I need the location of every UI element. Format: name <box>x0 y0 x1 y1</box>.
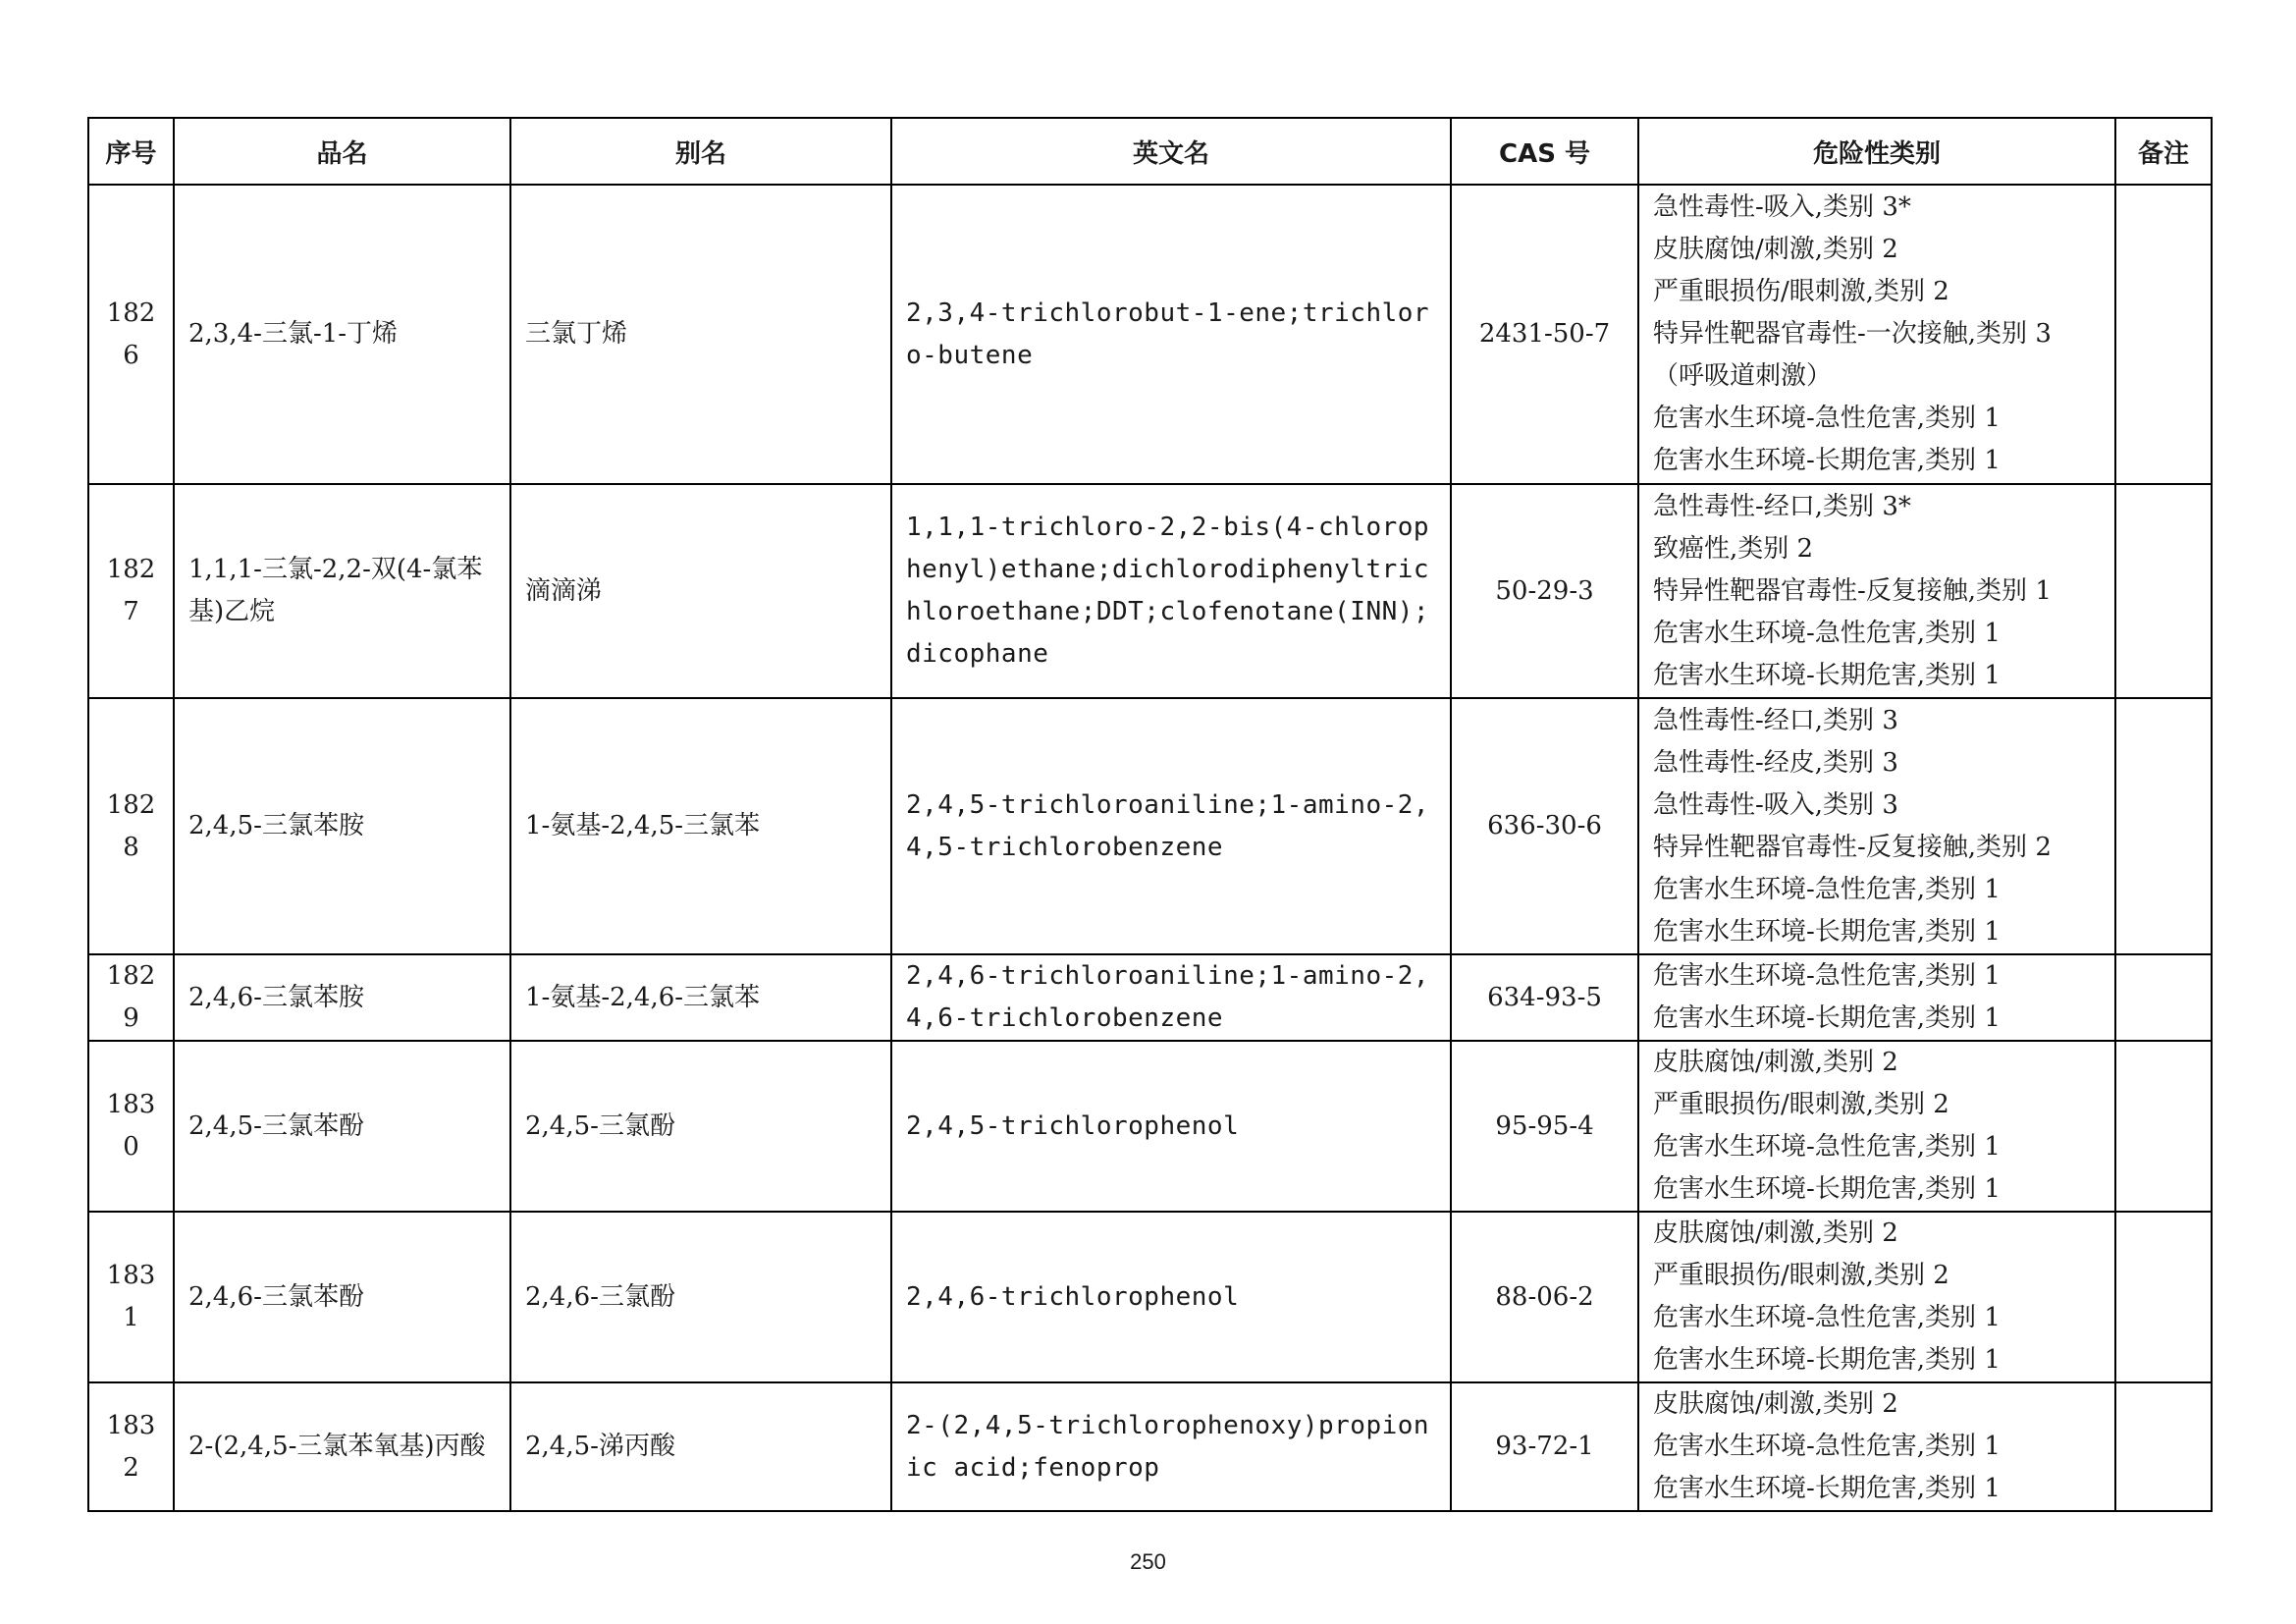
hazard-line: 致癌性,类别 2 <box>1653 533 1814 564</box>
cell-no: 1830 <box>88 1041 174 1212</box>
cell-cas: 88-06-2 <box>1451 1212 1638 1382</box>
cell-remark <box>2115 698 2212 954</box>
cell-cas: 50-29-3 <box>1451 484 1638 698</box>
cell-cas: 634-93-5 <box>1451 954 1638 1041</box>
hazard-line: 急性毒性-吸入,类别 3 <box>1653 789 1898 820</box>
hazard-line: 危害水生环境-长期危害,类别 1 <box>1653 1003 2001 1033</box>
cell-remark <box>2115 185 2212 484</box>
cell-no: 1827 <box>88 484 174 698</box>
hazard-line: 危害水生环境-急性危害,类别 1 <box>1653 1303 2001 1332</box>
chemical-table <box>87 117 2213 1512</box>
hazard-line: 危害水生环境-长期危害,类别 1 <box>1653 916 2001 947</box>
cell-hazards <box>1638 954 2115 1041</box>
hazard-line: 危害水生环境-急性危害,类别 1 <box>1653 404 2001 433</box>
hazard-line: 严重眼损伤/眼刺激,类别 2 <box>1653 1261 1949 1290</box>
hazard-line: 危害水生环境-长期危害,类别 1 <box>1653 1174 2001 1204</box>
cell-remark <box>2115 484 2212 698</box>
hazard-line: 严重眼损伤/眼刺激,类别 2 <box>1653 277 1949 306</box>
cell-name: 2,4,6-三氯苯酚 <box>174 1212 510 1382</box>
cell-alias: 1-氨基-2,4,5-三氯苯 <box>510 698 891 954</box>
cell-cas: 93-72-1 <box>1451 1382 1638 1511</box>
hazard-line: （呼吸道刺激） <box>1653 361 1833 391</box>
cell-remark <box>2115 1382 2212 1511</box>
cell-no: 1826 <box>88 185 174 484</box>
hazard-line: 危害水生环境-长期危害,类别 1 <box>1653 1345 2001 1375</box>
header-name: 品名 <box>174 118 510 185</box>
table-row <box>88 1382 2212 1511</box>
cell-cas: 2431-50-7 <box>1451 185 1638 484</box>
table-row <box>88 484 2212 698</box>
cell-name: 2,4,6-三氯苯胺 <box>174 954 510 1041</box>
hazard-line: 严重眼损伤/眼刺激,类别 2 <box>1653 1090 1949 1119</box>
cell-hazards <box>1638 185 2115 484</box>
hazard-line: 危害水生环境-急性危害,类别 1 <box>1653 1132 2001 1162</box>
cell-no: 1831 <box>88 1212 174 1382</box>
cell-english: 1,1,1-trichloro-2,2-bis(4-chlorophenyl)ethane;dichlorodiphenyltrichloroethane;DDT;clofenotane(INN);dicophane <box>891 484 1451 698</box>
cell-alias: 三氯丁烯 <box>510 185 891 484</box>
hazard-line: 特异性靶器官毒性-反复接触,类别 1 <box>1653 575 2052 606</box>
cell-remark <box>2115 1041 2212 1212</box>
cell-english: 2-(2,4,5-trichlorophenoxy)propionic acid;fenoprop <box>891 1382 1451 1511</box>
hazard-line: 特异性靶器官毒性-反复接触,类别 2 <box>1653 832 2052 862</box>
header-remark: 备注 <box>2115 118 2212 185</box>
hazard-line: 皮肤腐蚀/刺激,类别 2 <box>1653 1218 1898 1248</box>
cell-hazards <box>1638 1212 2115 1382</box>
cell-name: 2,4,5-三氯苯胺 <box>174 698 510 954</box>
table-row <box>88 698 2212 954</box>
cell-alias: 2,4,6-三氯酚 <box>510 1212 891 1382</box>
hazard-line: 皮肤腐蚀/刺激,类别 2 <box>1653 1389 1898 1419</box>
cell-remark <box>2115 954 2212 1041</box>
cell-cas: 95-95-4 <box>1451 1041 1638 1212</box>
cell-english: 2,4,6-trichlorophenol <box>891 1212 1451 1382</box>
hazard-line: 皮肤腐蚀/刺激,类别 2 <box>1653 235 1898 264</box>
hazard-line: 皮肤腐蚀/刺激,类别 2 <box>1653 1048 1898 1077</box>
header-alias: 别名 <box>510 118 891 185</box>
cell-hazards <box>1638 698 2115 954</box>
hazard-line: 急性毒性-经口,类别 3* <box>1653 491 1911 521</box>
cell-alias: 1-氨基-2,4,6-三氯苯 <box>510 954 891 1041</box>
cell-hazards <box>1638 484 2115 698</box>
hazard-line: 危害水生环境-长期危害,类别 1 <box>1653 446 2001 475</box>
cell-english: 2,4,6-trichloroaniline;1-amino-2,4,6-trichlorobenzene <box>891 954 1451 1041</box>
cell-no: 1832 <box>88 1382 174 1511</box>
hazard-line: 危害水生环境-长期危害,类别 1 <box>1653 1474 2001 1503</box>
cell-english: 2,3,4-trichlorobut-1-ene;trichloro-butene <box>891 185 1451 484</box>
hazard-line: 急性毒性-经皮,类别 3 <box>1653 747 1898 778</box>
hazard-line: 危害水生环境-长期危害,类别 1 <box>1653 660 2001 690</box>
table-row <box>88 954 2212 1041</box>
cell-english: 2,4,5-trichlorophenol <box>891 1041 1451 1212</box>
hazard-line: 特异性靶器官毒性-一次接触,类别 3 <box>1653 319 2052 349</box>
hazard-line: 危害水生环境-急性危害,类别 1 <box>1653 874 2001 904</box>
cell-hazards <box>1638 1382 2115 1511</box>
cell-remark <box>2115 1212 2212 1382</box>
hazard-line: 危害水生环境-急性危害,类别 1 <box>1653 961 2001 991</box>
hazard-line: 危害水生环境-急性危害,类别 1 <box>1653 1432 2001 1461</box>
header-row <box>88 118 2212 185</box>
cell-alias: 滴滴涕 <box>510 484 891 698</box>
header-english: 英文名 <box>891 118 1451 185</box>
cell-alias: 2,4,5-三氯酚 <box>510 1041 891 1212</box>
cell-alias: 2,4,5-涕丙酸 <box>510 1382 891 1511</box>
page-number: 250 <box>1130 1549 1166 1574</box>
table-row <box>88 185 2212 484</box>
header-hazard: 危险性类别 <box>1638 118 2115 185</box>
cell-no: 1828 <box>88 698 174 954</box>
cell-name: 2,4,5-三氯苯酚 <box>174 1041 510 1212</box>
cell-no: 1829 <box>88 954 174 1041</box>
cell-hazards <box>1638 1041 2115 1212</box>
cell-name: 2-(2,4,5-三氯苯氧基)丙酸 <box>174 1382 510 1511</box>
cell-cas: 636-30-6 <box>1451 698 1638 954</box>
table-row <box>88 1041 2212 1212</box>
hazard-line: 急性毒性-经口,类别 3 <box>1653 705 1898 735</box>
cell-name: 2,3,4-三氯-1-丁烯 <box>174 185 510 484</box>
hazard-line: 急性毒性-吸入,类别 3* <box>1653 192 1911 222</box>
cell-name: 1,1,1-三氯-2,2-双(4-氯苯基)乙烷 <box>174 484 510 698</box>
table-row <box>88 1212 2212 1382</box>
header-no: 序号 <box>88 118 174 185</box>
header-cas: CAS 号 <box>1451 118 1638 185</box>
cell-english: 2,4,5-trichloroaniline;1-amino-2,4,5-trichlorobenzene <box>891 698 1451 954</box>
hazard-line: 危害水生环境-急性危害,类别 1 <box>1653 618 2001 648</box>
